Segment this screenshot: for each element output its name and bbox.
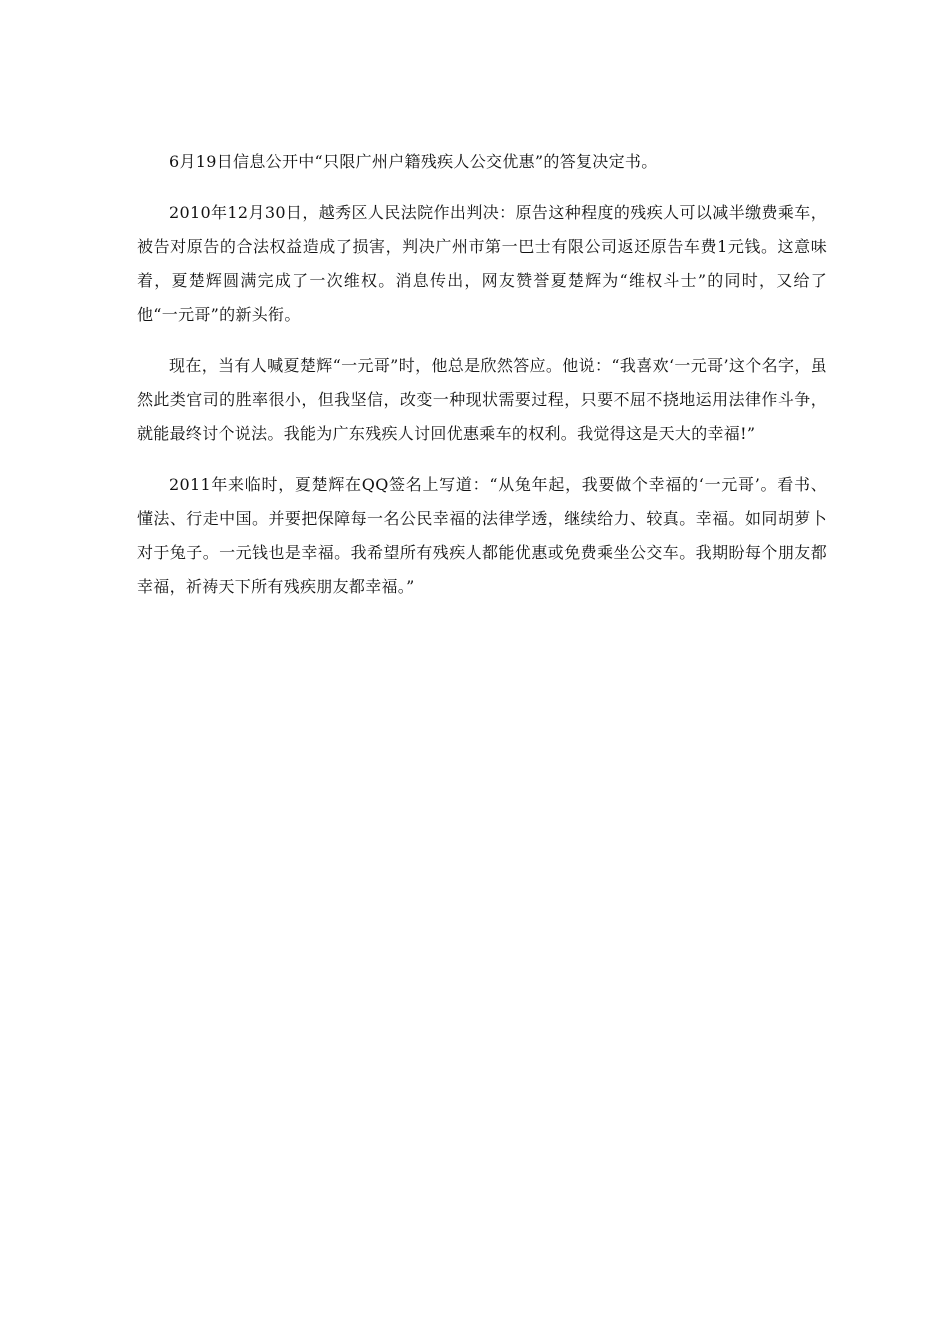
paragraph-1: 6月19日信息公开中“只限广州户籍残疾人公交优惠”的答复决定书。 [169,152,658,171]
document-body [137,145,827,621]
paragraph-2: 2010年12月30日，越秀区人民法院作出判决：原告这种程度的残疾人可以减半缴费乘车，被告对原告的合法权益造成了损害，判决广州市第一巴士有限公司返还原告车费1元钱。这意味着，夏楚辉圆满完成了一次维权。消息传出，网友赞誉夏楚辉为“维权斗士”的同时，又给了他“一元哥”的新头衔。 [137,203,827,324]
paragraph-4: 2011年来临时，夏楚辉在QQ签名上写道：“从兔年起，我要做个幸福的‘一元哥’。看书、懂法、行走中国。并要把保障每一名公民幸福的法律学透，继续给力、较真。幸福。如同胡萝卜对于兔子。一元钱也是幸福。我希望所有残疾人都能优惠或免费乘坐公交车。我期盼每个朋友都幸福，祈祷天下所有残疾朋友都幸福。” [137,475,827,596]
paragraph-3: 现在，当有人喊夏楚辉“一元哥”时，他总是欣然答应。他说：“我喜欢‘一元哥’这个名字，虽然此类官司的胜率很小，但我坚信，改变一种现状需要过程，只要不屈不挠地运用法律作斗争，就能最终讨个说法。我能为广东残疾人讨回优惠乘车的权利。我觉得这是天大的幸福!” [137,356,827,443]
